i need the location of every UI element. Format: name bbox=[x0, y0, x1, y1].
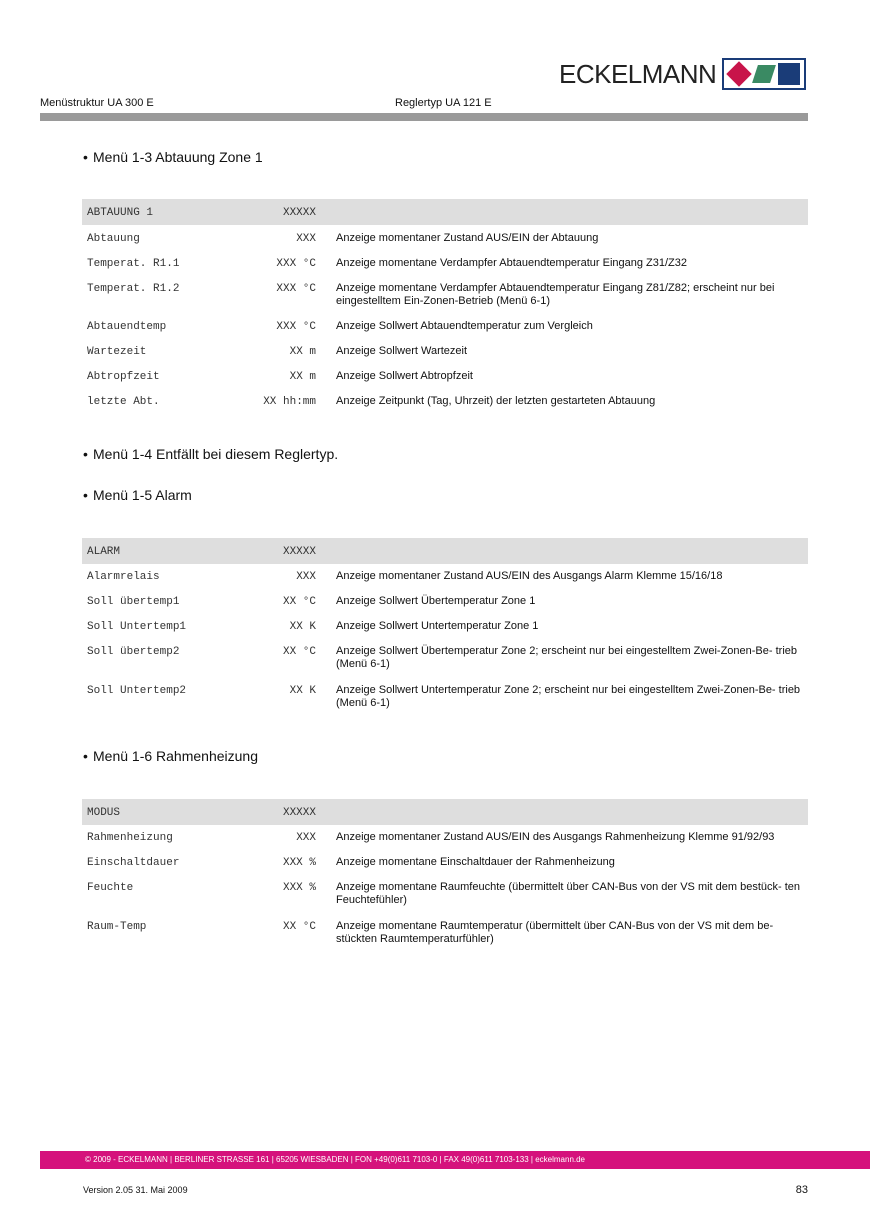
table-row bbox=[82, 313, 808, 338]
table-header-value: XXXXX bbox=[282, 546, 316, 558]
table-header-label: ALARM bbox=[87, 546, 121, 558]
row-value: XXX % bbox=[282, 857, 316, 869]
row-description: Anzeige momentane Raumfeuchte (übermittelt über CAN-Bus von der VS mit dem bestück- ten Feuchtefühler) bbox=[336, 881, 801, 906]
row-value: XXX bbox=[296, 571, 316, 583]
header-divider bbox=[40, 113, 808, 121]
table-row bbox=[82, 275, 808, 313]
table-row bbox=[82, 914, 808, 953]
table-row bbox=[82, 225, 808, 250]
row-value: XX hh:mm bbox=[263, 396, 316, 408]
table-row bbox=[82, 564, 808, 589]
row-value: XXX % bbox=[282, 882, 316, 894]
row-description: Anzeige momentane Raumtemperatur (übermittelt über CAN-Bus von der VS mit dem be- stückten Raumtemperaturfühler) bbox=[336, 920, 774, 945]
row-label: Temperat. R1.1 bbox=[87, 258, 180, 270]
menu-table-alarm bbox=[82, 538, 808, 717]
row-value: XX °C bbox=[282, 596, 316, 608]
row-label: Temperat. R1.2 bbox=[87, 283, 180, 295]
row-label: Abtropfzeit bbox=[87, 371, 160, 383]
row-value: XX °C bbox=[282, 646, 316, 658]
table-header-row bbox=[82, 538, 808, 564]
logo-text: ECKELMANN bbox=[559, 58, 717, 89]
menu-table-rahmenheizung bbox=[82, 799, 808, 953]
row-description: Anzeige momentaner Zustand AUS/EIN des Ausgangs Alarm Klemme 15/16/18 bbox=[336, 570, 723, 582]
row-label: Wartezeit bbox=[87, 346, 147, 358]
menu-table-abtauung bbox=[82, 199, 808, 413]
row-description: Anzeige momentaner Zustand AUS/EIN der Abtauung bbox=[336, 232, 599, 244]
row-label: Alarmrelais bbox=[87, 571, 160, 583]
row-description: Anzeige Sollwert Wartezeit bbox=[336, 345, 468, 357]
row-value: XXX °C bbox=[276, 258, 316, 270]
row-label: Soll übertemp2 bbox=[87, 646, 180, 658]
header-document-title: Menüstruktur UA 300 E bbox=[40, 97, 154, 109]
table-row bbox=[82, 363, 808, 388]
page-number: 83 bbox=[795, 1184, 808, 1196]
row-value: XX K bbox=[289, 621, 316, 633]
row-description: Anzeige momentane Verdampfer Abtauendtemperatur Eingang Z81/Z82; erscheint nur bei eingestelltem Ein-Zonen-Betrieb (Menü 6-1) bbox=[336, 282, 775, 307]
row-value: XX K bbox=[289, 685, 316, 697]
table-row bbox=[82, 825, 808, 850]
table-header-row bbox=[82, 799, 808, 825]
row-value: XX m bbox=[289, 346, 316, 358]
row-description: Anzeige momentaner Zustand AUS/EIN des Ausgangs Rahmenheizung Klemme 91/92/93 bbox=[336, 831, 775, 843]
table-row bbox=[82, 614, 808, 639]
table-row bbox=[82, 850, 808, 875]
row-value: XXX bbox=[296, 233, 316, 245]
eckelmann-logo bbox=[559, 57, 806, 91]
row-label: Abtauendtemp bbox=[87, 321, 167, 333]
row-label: Raum-Temp bbox=[87, 921, 147, 933]
table-row bbox=[82, 678, 808, 717]
row-description: Anzeige Sollwert Untertemperatur Zone 1 bbox=[336, 620, 539, 632]
table-header-label: MODUS bbox=[87, 807, 121, 819]
row-value: XXX bbox=[296, 832, 316, 844]
section-heading: • Menü 1-5 Alarm bbox=[83, 487, 192, 503]
row-label: Feuchte bbox=[87, 882, 134, 894]
table-header-label: ABTAUUNG 1 bbox=[87, 207, 154, 219]
table-row bbox=[82, 338, 808, 363]
table-header-row bbox=[82, 199, 808, 225]
table-header-value: XXXXX bbox=[282, 807, 316, 819]
row-description: Anzeige Sollwert Abtropfzeit bbox=[336, 370, 473, 382]
footer-address: © 2009 - ECKELMANN | BERLINER STRASSE 161 | 65205 WIESBADEN | FON +49(0)611 7103-0 | FAX 49(0)611 7103-133 | eckelmann.de bbox=[85, 1155, 586, 1164]
row-description: Anzeige Zeitpunkt (Tag, Uhrzeit) der letzten gestarteten Abtauung bbox=[336, 395, 656, 407]
table-row bbox=[82, 388, 808, 413]
row-value: XXX °C bbox=[276, 283, 316, 295]
row-description: Anzeige Sollwert Abtauendtemperatur zum Vergleich bbox=[336, 320, 593, 332]
row-label: Soll Untertemp1 bbox=[87, 621, 187, 633]
row-value: XX m bbox=[289, 371, 316, 383]
row-label: Soll Untertemp2 bbox=[87, 685, 187, 697]
row-description: Anzeige momentane Einschaltdauer der Rahmenheizung bbox=[336, 856, 615, 868]
logo-mark-icon bbox=[722, 58, 806, 90]
row-description: Anzeige Sollwert Übertemperatur Zone 1 bbox=[336, 595, 536, 607]
section-heading: • Menü 1-4 Entfällt bei diesem Reglertyp. bbox=[83, 446, 339, 462]
row-value: XX °C bbox=[282, 921, 316, 933]
row-description: Anzeige momentane Verdampfer Abtauendtemperatur Eingang Z31/Z32 bbox=[336, 257, 688, 269]
row-description: Anzeige Sollwert Übertemperatur Zone 2; erscheint nur bei eingestelltem Zwei-Zonen-Be- trieb (Menü 6-1) bbox=[336, 645, 797, 670]
version-date: Version 2.05 31. Mai 2009 bbox=[83, 1185, 188, 1195]
row-value: XXX °C bbox=[276, 321, 316, 333]
row-label: Abtauung bbox=[87, 233, 140, 245]
section-heading: • Menü 1-3 Abtauung Zone 1 bbox=[83, 149, 263, 165]
row-description: Anzeige Sollwert Untertemperatur Zone 2; erscheint nur bei eingestelltem Zwei-Zonen-Be- trieb (Menü 6-1) bbox=[336, 684, 801, 709]
table-header-value: XXXXX bbox=[282, 207, 316, 219]
table-row bbox=[82, 589, 808, 614]
row-label: Einschaltdauer bbox=[87, 857, 180, 869]
row-label: Rahmenheizung bbox=[87, 832, 173, 844]
section-heading: • Menü 1-6 Rahmenheizung bbox=[83, 748, 258, 764]
table-row bbox=[82, 875, 808, 914]
row-label: letzte Abt. bbox=[87, 396, 160, 408]
header-controller-type: Reglertyp UA 121 E bbox=[395, 97, 492, 109]
table-row bbox=[82, 639, 808, 678]
table-row bbox=[82, 250, 808, 275]
row-label: Soll übertemp1 bbox=[87, 596, 180, 608]
